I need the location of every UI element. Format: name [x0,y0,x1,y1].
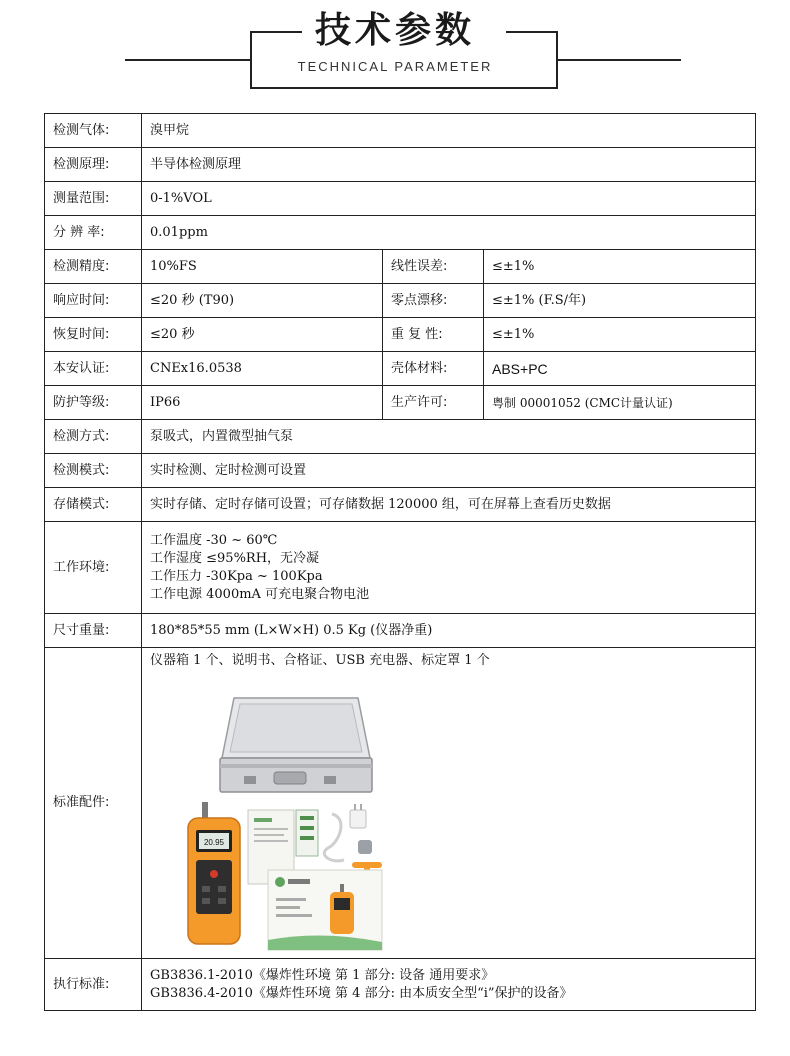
accessories-illustration [162,692,402,954]
header-rule-top-right [506,31,558,33]
table-row [45,318,756,352]
device-display-reading: 20.95 [203,838,225,847]
table-row [45,352,756,386]
row-value: ≤20 秒 [142,318,383,352]
row-label: 检测模式: [45,454,142,488]
row-value: 实时检测、定时检测可设置 [142,454,756,488]
table-row [45,522,756,614]
accessories-list: 仪器箱 1 个、说明书、合格证、USB 充电器、标定罩 1 个 [150,653,490,668]
row-value: IP66 [142,386,383,420]
row-label: 标准配件: [45,648,142,959]
row-value: ≤±1% (F.S/年) [484,284,756,318]
row-value: 泵吸式，内置微型抽气泵 [142,420,756,454]
product-brochure [268,870,382,950]
section-title: 技术参数 [314,10,475,51]
row-label: 检测精度: [45,250,142,284]
row-label: 重 复 性: [383,318,484,352]
header-rule-bottom [250,87,558,89]
row-label: 线性误差: [383,250,484,284]
table-row [45,148,756,182]
row-label: 恢复时间: [45,318,142,352]
row-label: 存储模式: [45,488,142,522]
row-value: 粤制 00001052 (CMC计量认证) [484,386,756,420]
row-value: ≤±1% [484,250,756,284]
environment-lines [142,522,756,614]
row-value: 溴甲烷 [142,114,756,148]
row-label: 防护等级: [45,386,142,420]
accessories-cell [142,648,756,959]
row-value: ABS+PC [484,352,756,386]
standard-gb3836-4: GB3836.4-2010《爆炸性环境 第 4 部分: 由本质安全型“i”保护的设备》 [150,985,573,1001]
table-row [45,182,756,216]
row-value: 0-1%VOL [142,182,756,216]
row-value: 半导体检测原理 [142,148,756,182]
environment-power: 工作电源 4000mA 可充电聚合物电池 [150,586,370,602]
row-value: ≤±1% [484,318,756,352]
row-label: 工作环境: [45,522,142,614]
aluminum-case [220,698,372,792]
table-row [45,284,756,318]
row-value: CNEx16.0538 [142,352,383,386]
standard-gb3836-1: GB3836.1-2010《爆炸性环境 第 1 部分: 设备 通用要求》 [150,967,495,983]
table-row [45,250,756,284]
row-label: 分 辨 率: [45,216,142,250]
table-row [45,454,756,488]
row-label: 壳体材料: [383,352,484,386]
environment-pressure: 工作压力 -30Kpa ~ 100Kpa [150,568,323,584]
table-row [45,386,756,420]
row-label: 生产许可: [383,386,484,420]
standards-lines [142,959,756,1011]
row-value: 180*85*55 mm (L×W×H) 0.5 Kg (仪器净重) [142,614,756,648]
row-value: 实时存储、定时存储可设置；可存储数据 120000 组，可在屏幕上查看历史数据 [142,488,756,522]
table-row [45,648,756,959]
row-label: 检测原理: [45,148,142,182]
section-header [0,0,790,110]
row-value: ≤20 秒 (T90) [142,284,383,318]
row-label: 本安认证: [45,352,142,386]
environment-temperature: 工作温度 -30 ~ 60℃ [150,532,278,548]
header-rule-top-left [250,31,302,33]
row-label: 检测气体: [45,114,142,148]
parameter-table [44,113,756,1011]
table-row [45,614,756,648]
row-value: 10%FS [142,250,383,284]
row-label: 零点漂移: [383,284,484,318]
table-row [45,488,756,522]
environment-humidity: 工作湿度 ≤95%RH，无冷凝 [150,550,320,566]
row-label: 尺寸重量: [45,614,142,648]
row-label: 测量范围: [45,182,142,216]
gas-detector-device [188,802,240,944]
table-row [45,216,756,250]
section-subtitle: TECHNICAL PARAMETER [297,59,493,74]
row-label: 执行标准: [45,959,142,1011]
table-row [45,959,756,1011]
table-row [45,420,756,454]
row-label: 响应时间: [45,284,142,318]
row-value: 0.01ppm [142,216,756,250]
accessories-photo [162,692,402,954]
certificate-card [296,810,318,856]
table-row [45,114,756,148]
row-label: 检测方式: [45,420,142,454]
